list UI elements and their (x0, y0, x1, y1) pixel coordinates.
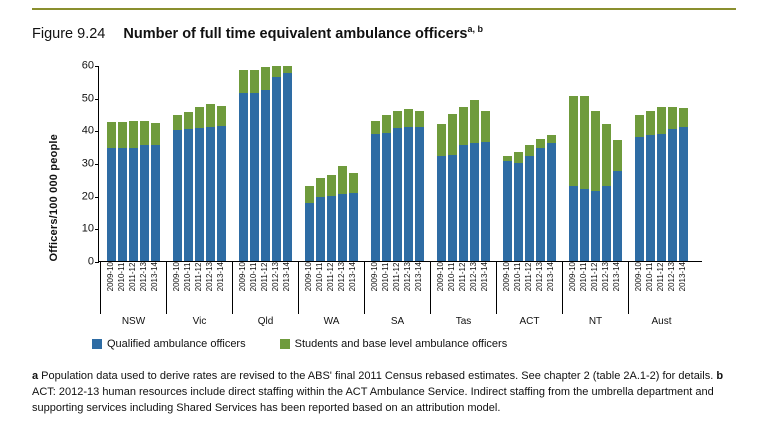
footnote-a-text: Population data used to derive rates are revised to the ABS' final 2011 Census rebased estimates. See chapter 2 (table 2A.1-2) for details. (38, 370, 717, 382)
category-labels (98, 316, 702, 332)
bar-segment-qualified (470, 143, 479, 261)
legend-swatch-blue (92, 339, 102, 349)
axis-separator (100, 262, 101, 314)
x-label-wa-2012-13: 2012-13 (337, 262, 346, 292)
bar-segment-students (217, 106, 226, 126)
x-label-sa-2013-14: 2013-14 (414, 262, 423, 292)
x-label-nsw-2012-13: 2012-13 (139, 262, 148, 292)
bar-segment-students (371, 121, 380, 134)
x-label-wa-2013-14: 2013-14 (348, 262, 357, 292)
axis-separator (562, 262, 563, 314)
bar-segment-qualified (415, 127, 424, 261)
bar-aust-2012-13 (668, 66, 677, 261)
y-tick-10: 10 (81, 222, 94, 235)
x-label-qld-2010-11: 2010-11 (249, 262, 258, 292)
bar-segment-qualified (107, 148, 116, 261)
bar-sa-2013-14 (415, 66, 424, 261)
bar-segment-qualified (668, 129, 677, 261)
header-rule (32, 8, 736, 10)
bar-segment-qualified (250, 93, 259, 261)
x-label-tas-2012-13: 2012-13 (469, 262, 478, 292)
bar-segment-qualified (569, 186, 578, 261)
bar-segment-qualified (437, 156, 446, 261)
page-title: Number of full time equivalent ambulance officers$^{a, b}$ (123, 24, 483, 42)
y-tick-0: 0 (87, 255, 94, 268)
y-axis-label: Officers/100 000 people (48, 134, 60, 262)
bar-segment-students (514, 152, 523, 163)
bar-segment-students (129, 121, 138, 148)
bar-segment-students (591, 111, 600, 191)
x-group-qld (238, 262, 291, 291)
bar-act-2011-12 (525, 66, 534, 261)
bar-segment-students (459, 107, 468, 145)
bar-groups (99, 66, 702, 261)
bar-segment-qualified (613, 171, 622, 261)
x-label-vic-2010-11: 2010-11 (183, 262, 192, 292)
figure-header (32, 24, 744, 42)
bar-segment-students (481, 111, 490, 142)
bar-aust-2011-12 (657, 66, 666, 261)
y-tick-40: 40 (81, 124, 94, 137)
x-label-tas-2009-10: 2009-10 (436, 262, 445, 292)
x-group-wa (304, 262, 357, 291)
footnote-b-text: ACT: 2012-13 human resources include direct staffing within the ACT Ambulance Service. Indirect staffing from the umbrella department and supporting services including Shared Services has been reported based on an attribution model. (32, 386, 714, 414)
x-label-aust-2013-14: 2013-14 (678, 262, 687, 292)
bar-wa-2013-14 (349, 66, 358, 261)
bar-segment-students (415, 111, 424, 127)
bar-group-wa (305, 66, 358, 261)
bar-segment-qualified (195, 128, 204, 261)
axis-separator (232, 262, 233, 314)
x-label-nt-2011-12: 2011-12 (590, 262, 599, 292)
bar-nt-2012-13 (602, 66, 611, 261)
axis-separator (496, 262, 497, 314)
category-qld: Qld (257, 316, 274, 327)
bar-qld-2012-13 (272, 66, 281, 261)
bar-segment-students (327, 175, 336, 196)
bar-tas-2012-13 (470, 66, 479, 261)
bar-segment-students (118, 122, 127, 149)
bar-tas-2013-14 (481, 66, 490, 261)
bar-segment-qualified (503, 161, 512, 261)
bar-segment-students (646, 111, 655, 136)
bar-segment-qualified (404, 127, 413, 261)
bar-group-sa (371, 66, 424, 261)
bar-segment-students (107, 122, 116, 148)
bar-segment-students (448, 114, 457, 155)
bar-tas-2011-12 (459, 66, 468, 261)
bar-segment-qualified (481, 142, 490, 261)
x-group-act (502, 262, 555, 291)
bar-segment-qualified (140, 145, 149, 261)
bar-nsw-2009-10 (107, 66, 116, 261)
y-tickmark-60 (95, 66, 99, 67)
x-label-qld-2011-12: 2011-12 (260, 262, 269, 292)
bar-segment-students (668, 107, 677, 129)
bar-segment-students (283, 66, 292, 73)
bar-segment-students (547, 135, 556, 143)
x-label-vic-2013-14: 2013-14 (216, 262, 225, 292)
plot-area (81, 59, 702, 268)
x-label-wa-2009-10: 2009-10 (304, 262, 313, 292)
x-group-vic (172, 262, 225, 291)
x-label-nsw-2011-12: 2011-12 (128, 262, 137, 292)
x-label-nt-2010-11: 2010-11 (579, 262, 588, 292)
bar-tas-2010-11 (448, 66, 457, 261)
axis-separator (298, 262, 299, 314)
bar-sa-2011-12 (393, 66, 402, 261)
x-label-vic-2012-13: 2012-13 (205, 262, 214, 292)
bar-segment-qualified (338, 194, 347, 261)
footnote-b-marker: b (716, 370, 724, 382)
bar-segment-qualified (382, 133, 391, 261)
x-label-act-2013-14: 2013-14 (546, 262, 555, 292)
bar-segment-qualified (206, 127, 215, 261)
bar-group-nsw (107, 66, 160, 261)
bar-qld-2009-10 (239, 66, 248, 261)
bar-segment-qualified (239, 93, 248, 261)
bar-segment-qualified (283, 73, 292, 261)
chart-container (46, 58, 726, 330)
category-tas: Tas (455, 316, 472, 327)
bar-aust-2013-14 (679, 66, 688, 261)
bar-act-2013-14 (547, 66, 556, 261)
bar-segment-students (250, 70, 259, 93)
x-label-nt-2013-14: 2013-14 (612, 262, 621, 292)
footnote-a-marker: a (32, 370, 39, 382)
x-group-sa (370, 262, 423, 291)
bar-nsw-2013-14 (151, 66, 160, 261)
x-label-qld-2009-10: 2009-10 (238, 262, 247, 292)
x-axis (98, 262, 702, 320)
bar-segment-students (393, 111, 402, 129)
x-group-nt (568, 262, 621, 291)
bar-vic-2010-11 (184, 66, 193, 261)
bar-wa-2012-13 (338, 66, 347, 261)
bar-vic-2012-13 (206, 66, 215, 261)
bar-segment-qualified (371, 134, 380, 261)
bar-segment-students (184, 112, 193, 128)
x-label-nt-2009-10: 2009-10 (568, 262, 577, 292)
category-sa: SA (390, 316, 405, 327)
bar-segment-qualified (635, 137, 644, 261)
x-label-aust-2012-13: 2012-13 (667, 262, 676, 292)
chart-legend (92, 336, 692, 352)
x-label-sa-2012-13: 2012-13 (403, 262, 412, 292)
bar-segment-students (173, 115, 182, 130)
legend-label-students: Students and base level ambulance officers (294, 338, 508, 350)
bar-act-2010-11 (514, 66, 523, 261)
bar-segment-qualified (349, 193, 358, 261)
x-group-aust (634, 262, 687, 291)
bar-segment-qualified (129, 148, 138, 261)
x-label-sa-2010-11: 2010-11 (381, 262, 390, 292)
axis-separator (628, 262, 629, 314)
bar-segment-students (316, 178, 325, 198)
bar-group-tas (437, 66, 490, 261)
category-vic: Vic (192, 316, 207, 327)
bar-nt-2013-14 (613, 66, 622, 261)
category-wa: WA (323, 316, 340, 327)
y-tick-20: 20 (81, 190, 94, 203)
bar-segment-qualified (536, 148, 545, 261)
y-tickmark-30 (95, 164, 99, 165)
x-label-nt-2012-13: 2012-13 (601, 262, 610, 292)
bar-segment-students (151, 123, 160, 145)
bar-aust-2009-10 (635, 66, 644, 261)
bar-segment-students (261, 67, 270, 91)
bar-segment-qualified (327, 196, 336, 261)
bar-nt-2011-12 (591, 66, 600, 261)
bar-group-nt (569, 66, 622, 261)
x-label-qld-2013-14: 2013-14 (282, 262, 291, 292)
bar-act-2012-13 (536, 66, 545, 261)
bar-segment-qualified (580, 189, 589, 261)
bar-segment-students (404, 109, 413, 127)
bar-segment-qualified (217, 126, 226, 261)
bar-segment-qualified (459, 145, 468, 261)
x-label-vic-2009-10: 2009-10 (172, 262, 181, 292)
bar-nsw-2012-13 (140, 66, 149, 261)
bar-segment-qualified (151, 145, 160, 261)
bar-nt-2009-10 (569, 66, 578, 261)
y-tickmark-40 (95, 131, 99, 132)
title-footnote-markers: a, b (467, 24, 483, 34)
figure-number: Figure 9.24 (32, 25, 106, 42)
x-label-tas-2010-11: 2010-11 (447, 262, 456, 292)
bar-vic-2009-10 (173, 66, 182, 261)
category-nsw: NSW (121, 316, 146, 327)
bar-tas-2009-10 (437, 66, 446, 261)
legend-swatch-green (280, 339, 290, 349)
x-label-wa-2010-11: 2010-11 (315, 262, 324, 292)
bar-segment-students (305, 186, 314, 203)
bar-segment-students (239, 70, 248, 93)
x-group-nsw (106, 262, 159, 291)
bar-group-vic (173, 66, 226, 261)
bar-segment-qualified (184, 129, 193, 261)
bar-segment-qualified (261, 90, 270, 261)
category-nt: NT (588, 316, 603, 327)
category-aust: Aust (651, 316, 672, 327)
bar-segment-qualified (514, 163, 523, 261)
bar-segment-qualified (118, 148, 127, 261)
bar-qld-2011-12 (261, 66, 270, 261)
bar-act-2009-10 (503, 66, 512, 261)
bar-wa-2009-10 (305, 66, 314, 261)
bar-vic-2013-14 (217, 66, 226, 261)
bar-segment-students (272, 66, 281, 77)
bar-segment-students (349, 173, 358, 193)
bar-nsw-2011-12 (129, 66, 138, 261)
x-label-nsw-2013-14: 2013-14 (150, 262, 159, 292)
legend-item-qualified (92, 338, 246, 350)
bar-segment-qualified (393, 128, 402, 261)
bar-segment-students (580, 96, 589, 189)
bar-segment-qualified (591, 191, 600, 261)
y-tickmark-20 (95, 197, 99, 198)
bar-nsw-2010-11 (118, 66, 127, 261)
x-label-act-2010-11: 2010-11 (513, 262, 522, 292)
bar-segment-students (437, 124, 446, 157)
x-label-tas-2013-14: 2013-14 (480, 262, 489, 292)
axis-separator (364, 262, 365, 314)
bar-segment-qualified (547, 143, 556, 261)
x-label-act-2011-12: 2011-12 (524, 262, 533, 292)
bar-segment-qualified (602, 186, 611, 261)
bar-vic-2011-12 (195, 66, 204, 261)
bar-wa-2010-11 (316, 66, 325, 261)
bar-segment-qualified (679, 127, 688, 261)
bar-segment-students (635, 115, 644, 137)
bar-segment-students (195, 107, 204, 128)
x-label-act-2009-10: 2009-10 (502, 262, 511, 292)
bar-segment-students (536, 139, 545, 149)
x-label-aust-2011-12: 2011-12 (656, 262, 665, 292)
bar-segment-students (602, 124, 611, 186)
bar-segment-students (657, 107, 666, 133)
bar-segment-students (470, 100, 479, 143)
x-label-sa-2009-10: 2009-10 (370, 262, 379, 292)
bar-segment-qualified (525, 156, 534, 261)
y-tickmark-10 (95, 229, 99, 230)
legend-item-students (280, 338, 508, 350)
x-label-vic-2011-12: 2011-12 (194, 262, 203, 292)
bar-segment-students (569, 96, 578, 186)
axis-separator (430, 262, 431, 314)
x-label-wa-2011-12: 2011-12 (326, 262, 335, 292)
bar-segment-students (206, 104, 215, 128)
x-label-tas-2011-12: 2011-12 (458, 262, 467, 292)
bar-segment-students (679, 108, 688, 127)
bar-group-act (503, 66, 556, 261)
bar-segment-qualified (173, 130, 182, 261)
axis-separator (166, 262, 167, 314)
bar-segment-students (140, 121, 149, 145)
bar-segment-students (382, 115, 391, 133)
x-label-qld-2012-13: 2012-13 (271, 262, 280, 292)
x-label-aust-2009-10: 2009-10 (634, 262, 643, 292)
bar-segment-qualified (272, 77, 281, 261)
bar-segment-students (613, 140, 622, 171)
footnote-a (32, 370, 716, 382)
bar-segment-qualified (657, 134, 666, 261)
x-tick-labels (98, 262, 702, 291)
x-label-nsw-2009-10: 2009-10 (106, 262, 115, 292)
bar-aust-2010-11 (646, 66, 655, 261)
y-tick-60: 60 (81, 59, 94, 72)
x-label-sa-2011-12: 2011-12 (392, 262, 401, 292)
bar-segment-students (338, 166, 347, 193)
bar-segment-qualified (305, 203, 314, 261)
bar-group-qld (239, 66, 292, 261)
bar-segment-qualified (646, 135, 655, 261)
bar-sa-2009-10 (371, 66, 380, 261)
x-label-nsw-2010-11: 2010-11 (117, 262, 126, 292)
bar-sa-2010-11 (382, 66, 391, 261)
bar-nt-2010-11 (580, 66, 589, 261)
bar-wa-2011-12 (327, 66, 336, 261)
bar-segment-qualified (316, 197, 325, 261)
bar-segment-qualified (448, 155, 457, 261)
bar-sa-2012-13 (404, 66, 413, 261)
bar-qld-2010-11 (250, 66, 259, 261)
legend-label-qualified: Qualified ambulance officers (107, 338, 246, 350)
y-tickmark-50 (95, 99, 99, 100)
category-act: ACT (519, 316, 540, 327)
footnotes (32, 368, 732, 416)
bar-qld-2013-14 (283, 66, 292, 261)
x-label-act-2012-13: 2012-13 (535, 262, 544, 292)
bar-group-aust (635, 66, 688, 261)
y-tick-30: 30 (81, 157, 94, 170)
bar-segment-students (525, 145, 534, 156)
y-tick-50: 50 (81, 92, 94, 105)
x-group-tas (436, 262, 489, 291)
x-label-aust-2010-11: 2010-11 (645, 262, 654, 292)
